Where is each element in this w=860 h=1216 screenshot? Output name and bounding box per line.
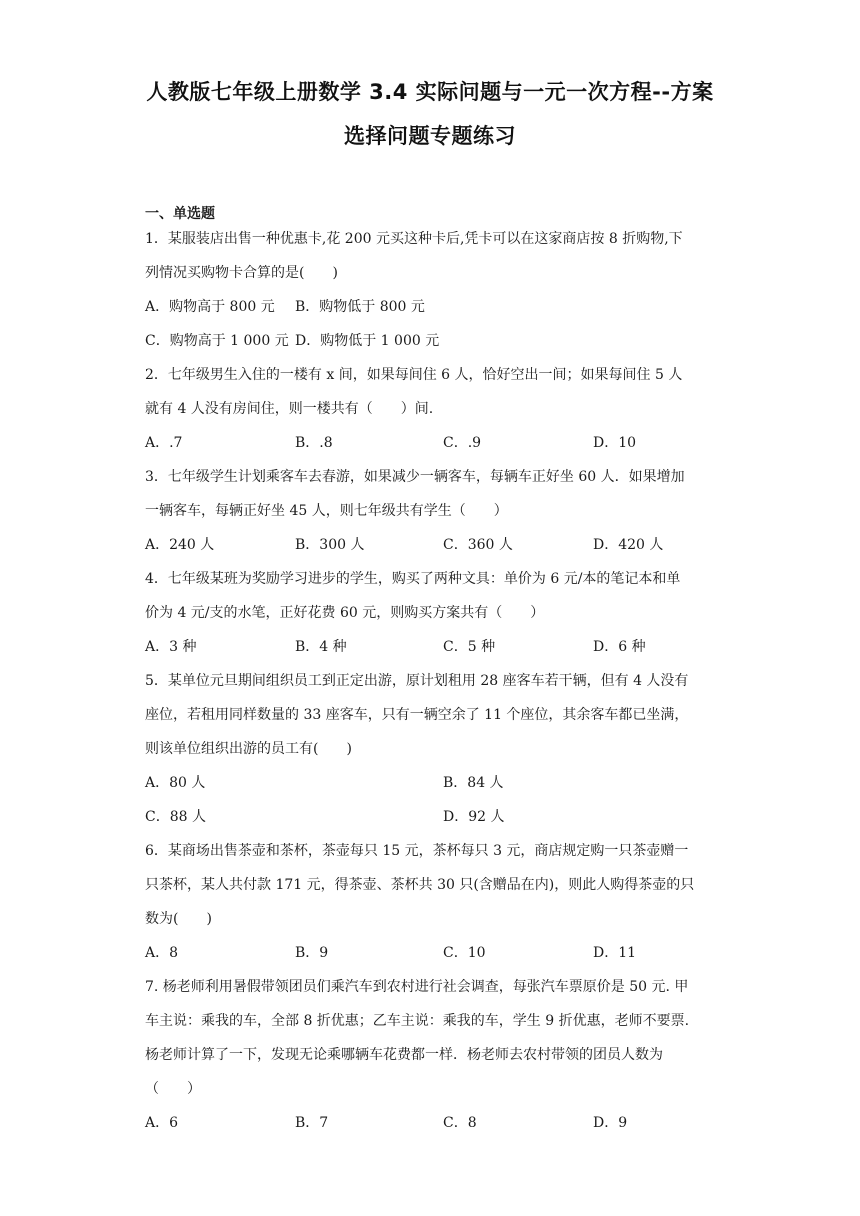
question-7-text: 杨老师计算了一下，发现无论乘哪辆车花费都一样．杨老师去农村带领的团员人数为 — [145, 1047, 663, 1063]
question-5-option-c: C．88 人 — [145, 809, 206, 825]
section-heading: 一、单选题 — [145, 206, 215, 222]
question-7-option-d: D．9 — [593, 1115, 628, 1131]
question-2-option-c: C．.9 — [443, 435, 482, 451]
question-1-option-c: C．购物高于 1 000 元 — [145, 333, 289, 349]
question-3-option-a: A．240 人 — [145, 537, 215, 553]
question-6-option-b: B．9 — [295, 945, 329, 961]
question-4-option-a: A．3 种 — [145, 639, 197, 655]
question-6-text: 只茶杯，某人共付款 171 元，得茶壶、茶杯共 30 只(含赠品在内)，则此人购得茶壶的只 — [145, 877, 695, 893]
question-2-text: 2．七年级男生入住的一楼有 x 间，如果每间住 6 人，恰好空出一间；如果每间住 5 人 — [145, 367, 683, 383]
question-4-text: 价为 4 元/支的水笔，正好花费 60 元，则购买方案共有（ ） — [145, 605, 545, 621]
question-7-option-a: A．6 — [145, 1115, 179, 1131]
question-4-option-d: D．6 种 — [593, 639, 646, 655]
question-1-text: 列情况买购物卡合算的是( ) — [145, 265, 338, 281]
question-3-option-d: D．420 人 — [593, 537, 664, 553]
question-6-text: 6．某商场出售茶壶和茶杯，茶壶每只 15 元，茶杯每只 3 元，商店规定购一只茶壶赠一 — [145, 843, 689, 859]
question-7-text: 车主说：乘我的车，全部 8 折优惠；乙车主说：乘我的车，学生 9 折优惠，老师不要票. — [145, 1013, 690, 1029]
question-6-text: 数为( ) — [145, 911, 212, 927]
question-5-text: 则该单位组织出游的员工有( ) — [145, 741, 352, 757]
document-title-line-1: 人教版七年级上册数学 3.4 实际问题与一元一次方程--方案 — [146, 80, 714, 104]
question-6-option-c: C．10 — [443, 945, 486, 961]
question-6-option-d: D．11 — [593, 945, 637, 961]
question-1-text: 1．某服装店出售一种优惠卡,花 200 元买这种卡后,凭卡可以在这家商店按 8 折购物,下 — [145, 231, 683, 247]
question-5-text: 座位，若租用同样数量的 33 座客车，只有一辆空余了 11 个座位，其余客车都已坐满， — [145, 707, 689, 723]
question-1-option-b: B．购物低于 800 元 — [295, 299, 425, 315]
question-5-text: 5．某单位元旦期间组织员工到正定出游，原计划租用 28 座客车若干辆，但有 4 人没有 — [145, 673, 689, 689]
question-4-option-b: B．4 种 — [295, 639, 347, 655]
question-5-option-b: B．84 人 — [443, 775, 504, 791]
question-2-option-b: B．.8 — [295, 435, 333, 451]
question-2-option-d: D．10 — [593, 435, 637, 451]
question-4-text: 4．七年级某班为奖励学习进步的学生，购买了两种文具：单价为 6 元/本的笔记本和单 — [145, 571, 681, 587]
question-3-text: 一辆客车，每辆正好坐 45 人，则七年级共有学生（ ） — [145, 503, 508, 519]
question-3-option-b: B．300 人 — [295, 537, 365, 553]
question-2-text: 就有 4 人没有房间住，则一楼共有（ ）间. — [145, 401, 434, 417]
question-3-text: 3．七年级学生计划乘客车去春游，如果减少一辆客车，每辆车正好坐 60 人．如果增加 — [145, 469, 685, 485]
question-2-option-a: A．.7 — [145, 435, 183, 451]
question-1-option-d: D．购物低于 1 000 元 — [295, 333, 440, 349]
question-7-text: （ ） — [145, 1081, 201, 1097]
question-7-option-b: B．7 — [295, 1115, 329, 1131]
question-4-option-c: C．5 种 — [443, 639, 496, 655]
question-7-text: 7. 杨老师利用暑假带领团员们乘汽车到农村进行社会调查，每张汽车票原价是 50 元. 甲 — [145, 979, 689, 995]
question-5-option-a: A．80 人 — [145, 775, 206, 791]
document-title-line-2: 选择问题专题练习 — [344, 124, 516, 148]
question-6-option-a: A．8 — [145, 945, 179, 961]
question-1-option-a: A．购物高于 800 元 — [145, 299, 275, 315]
question-3-option-c: C．360 人 — [443, 537, 513, 553]
question-5-option-d: D．92 人 — [443, 809, 505, 825]
question-7-option-c: C．8 — [443, 1115, 477, 1131]
